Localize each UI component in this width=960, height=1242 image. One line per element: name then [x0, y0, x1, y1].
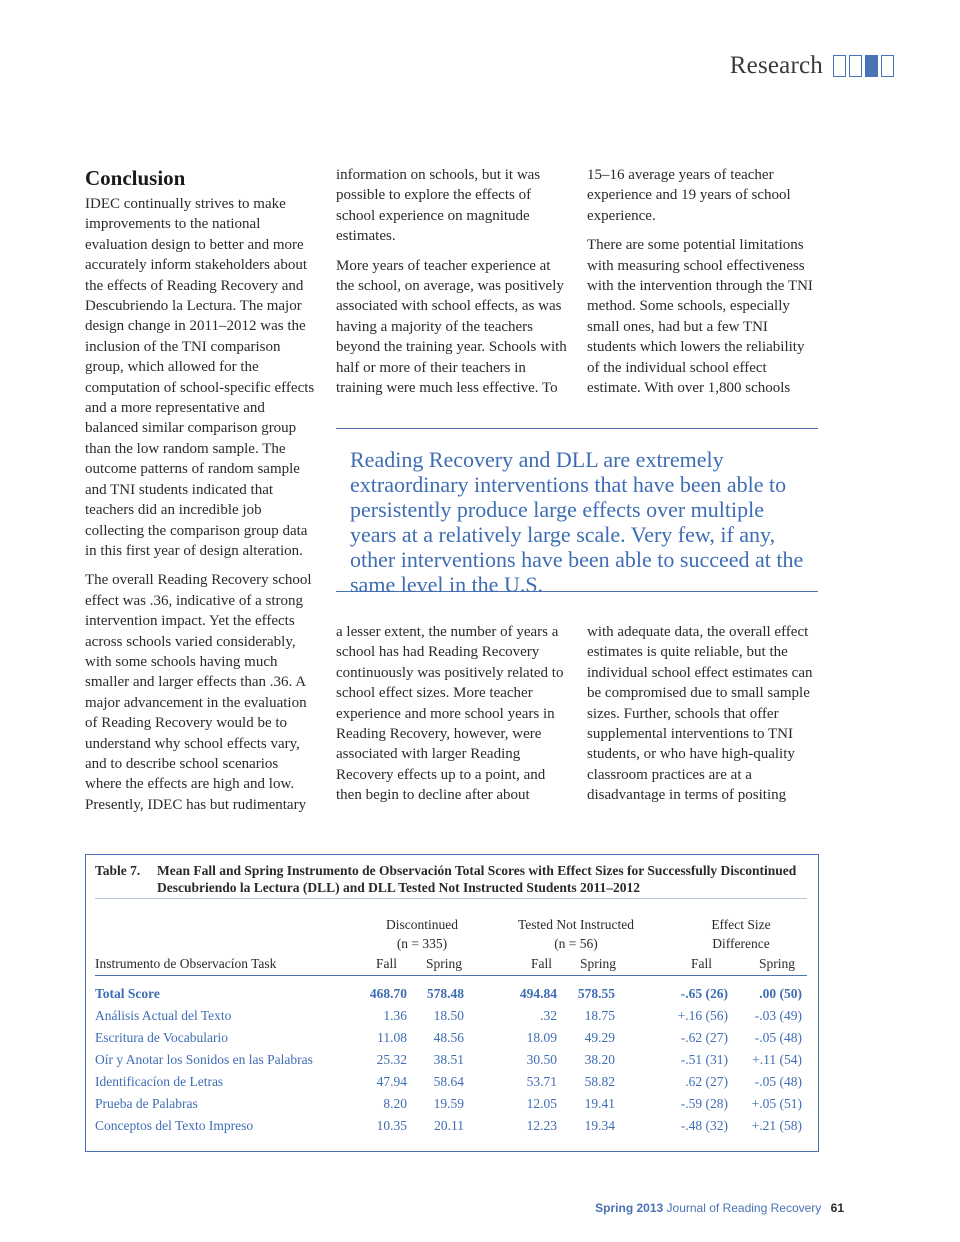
table-row	[86, 1052, 820, 1074]
header-fall: Fall	[691, 956, 713, 971]
cell-value: 18.75	[584, 1008, 615, 1023]
cell-value: 53.71	[526, 1074, 557, 1089]
cell-value: 58.82	[584, 1074, 615, 1089]
header-discontinued-n: (n = 335)	[396, 936, 448, 951]
caption-divider	[95, 898, 807, 899]
paragraph: There are some potential limitations with measuring school effectiveness with the intervention through the TNI method. Some schools, especially small ones, had but a few TNI students which lowers the reliability of the individual school effect estimate. With over 1,800 schools	[587, 237, 813, 397]
table-row	[86, 986, 820, 1008]
cell-value: 25.32	[376, 1052, 407, 1067]
cell-task: Prueba de Palabras	[95, 1096, 198, 1111]
column-1	[85, 165, 317, 824]
table-row	[86, 1030, 820, 1052]
header-fall: Fall	[376, 956, 398, 971]
cell-value: 578.55	[577, 986, 615, 1001]
cell-value: .62 (27)	[685, 1074, 728, 1089]
paragraph: 15–16 average years of teacher experience and 19 years of school experience.	[587, 167, 791, 224]
cell-value: -.05 (48)	[754, 1074, 802, 1089]
footer-journal: Journal of Reading Recovery	[666, 1201, 822, 1215]
cell-value: -.48 (32)	[680, 1118, 728, 1133]
cell-value: .00 (50)	[759, 986, 802, 1001]
cell-value: +.16 (56)	[677, 1008, 728, 1023]
cell-value: -.65 (26)	[680, 986, 728, 1001]
paragraph: IDEC continually strives to make improvements to the national evaluation design to better and more accurately inform stakeholders about the effects of Reading Recovery and Descubriendo la Lectura. The major design change in 2011–2012 was the inclusion of the TNI comparison group, which allowed for the computation of school-specific effects and a more representative and balanced similar comparison group than the low random sample. The outcome patterns of random sample and TNI students indicated that teachers did an incredible job collecting the comparison group data in this first year of design alteration.	[85, 196, 315, 559]
column-2-top	[336, 165, 568, 407]
header-tni-n: (n = 56)	[554, 936, 598, 951]
header-effect-size: Effect Size	[711, 917, 771, 932]
cell-task: Escritura de Vocabulario	[95, 1030, 228, 1045]
cell-value: -.05 (48)	[754, 1030, 802, 1045]
cell-value: 18.09	[526, 1030, 557, 1045]
column-2-bottom	[336, 622, 568, 815]
paragraph: The overall Reading Recovery school effect was .36, indicative of a strong intervention impact. Yet the effects across schools varied considerably, with some schools having much smaller and larger effects than .36. A major advancement in the evaluation of Reading Recovery would be to understand why school effects vary, and to describe school scenarios where the effects are high and low. Presently, IDEC has but rudimentary	[85, 572, 312, 813]
cell-value: 38.20	[584, 1052, 615, 1067]
header-effect-diff: Difference	[712, 936, 770, 951]
cell-value: 12.05	[526, 1096, 557, 1111]
cell-value: 20.11	[434, 1118, 464, 1133]
header-divider	[95, 975, 807, 976]
header-task: Instrumento de Observacíon Task	[95, 956, 277, 971]
table-caption	[95, 862, 810, 896]
cell-value: -.03 (49)	[754, 1008, 802, 1023]
cell-value: 19.41	[584, 1096, 615, 1111]
cell-value: +.05 (51)	[751, 1096, 802, 1111]
cell-value: 578.48	[426, 986, 464, 1001]
section-marker-icon	[833, 55, 894, 77]
header-spring: Spring	[759, 956, 796, 971]
cell-value: 38.51	[433, 1052, 464, 1067]
cell-task: Oír y Anotar los Sonidos en las Palabras	[95, 1052, 313, 1067]
footer-season: Spring 2013	[595, 1201, 664, 1215]
cell-task: Análisis Actual del Texto	[95, 1008, 232, 1023]
cell-value: 30.50	[526, 1052, 557, 1067]
cell-value: 11.08	[377, 1030, 407, 1045]
column-3-bottom	[587, 622, 819, 815]
cell-value: 12.23	[526, 1118, 557, 1133]
cell-task: Conceptos del Texto Impreso	[95, 1118, 254, 1133]
column-3-top	[587, 165, 819, 407]
table-title: Mean Fall and Spring Instrumento de Observación Total Scores with Effect Sizes for Successfully Discontinued Descubriendo la Lectura (DLL) and DLL Tested Not Instructed Students 2011–2012	[157, 863, 797, 895]
running-header	[730, 52, 894, 80]
cell-task: Identificacíon de Letras	[95, 1074, 224, 1089]
table-row	[86, 1074, 820, 1096]
cell-value: 10.35	[376, 1118, 407, 1133]
table-row	[86, 1008, 820, 1030]
cell-value: 19.59	[433, 1096, 464, 1111]
paragraph: with adequate data, the overall effect estimates is quite reliable, but the individual school effect estimates can be compromised due to small sample sizes. Further, schools that offer supplemental interventions to TNI students, or who have high-quality classroom practices are at a disadvantage in terms of positing	[587, 624, 813, 804]
header-spring: Spring	[580, 956, 617, 971]
cell-value: .32	[540, 1008, 557, 1023]
header-discontinued: Discontinued	[386, 917, 458, 932]
cell-value: -.62 (27)	[680, 1030, 728, 1045]
paragraph: More years of teacher experience at the school, on average, was positively associated with school effects, as was having a majority of the teachers beyond the training year. Schools with half or more of their teachers in training were much less effective. To	[336, 257, 567, 397]
header-fall: Fall	[531, 956, 553, 971]
cell-value: 18.50	[433, 1008, 464, 1023]
cell-value: -.59 (28)	[680, 1096, 728, 1111]
cell-value: 494.84	[519, 986, 557, 1001]
table-row	[86, 1096, 820, 1118]
cell-value: 19.34	[584, 1118, 615, 1133]
page-number: 61	[830, 1201, 844, 1215]
data-table	[85, 854, 819, 1152]
paragraph: a lesser extent, the number of years a school has had Reading Recovery continuously was positively related to school effect sizes. More teacher experience and more school years in Reading Recovery, however, were associated with larger Reading Recovery effects up to a point, and then begin to decline after about	[336, 624, 564, 804]
cell-value: 58.64	[433, 1074, 464, 1089]
pull-quote: Reading Recovery and DLL are extremely extraordinary interventions that have been able to persistently produce large effects over multiple years at a relatively large scale. Very few, if any, other interventions have been able to succeed at the same level in the U.S.	[336, 428, 818, 592]
paragraph: information on schools, but it was possible to explore the effects of school experience on magnitude estimates.	[336, 167, 541, 245]
cell-value: 468.70	[369, 986, 407, 1001]
table-number: Table 7.	[95, 863, 141, 878]
section-label: Research	[729, 52, 823, 79]
cell-value: 49.29	[584, 1030, 615, 1045]
cell-value: 47.94	[376, 1074, 407, 1089]
cell-task: Total Score	[95, 986, 160, 1001]
cell-value: -.51 (31)	[680, 1052, 728, 1067]
section-heading: Conclusion	[85, 166, 186, 190]
cell-value: 1.36	[383, 1008, 407, 1023]
page-footer	[595, 1201, 844, 1215]
cell-value: 48.56	[433, 1030, 464, 1045]
table-row	[86, 1118, 820, 1140]
cell-value: 8.20	[383, 1096, 407, 1111]
cell-value: +.11 (54)	[752, 1052, 802, 1067]
cell-value: +.21 (58)	[751, 1118, 802, 1133]
header-tni: Tested Not Instructed	[517, 917, 635, 932]
header-spring: Spring	[426, 956, 463, 971]
